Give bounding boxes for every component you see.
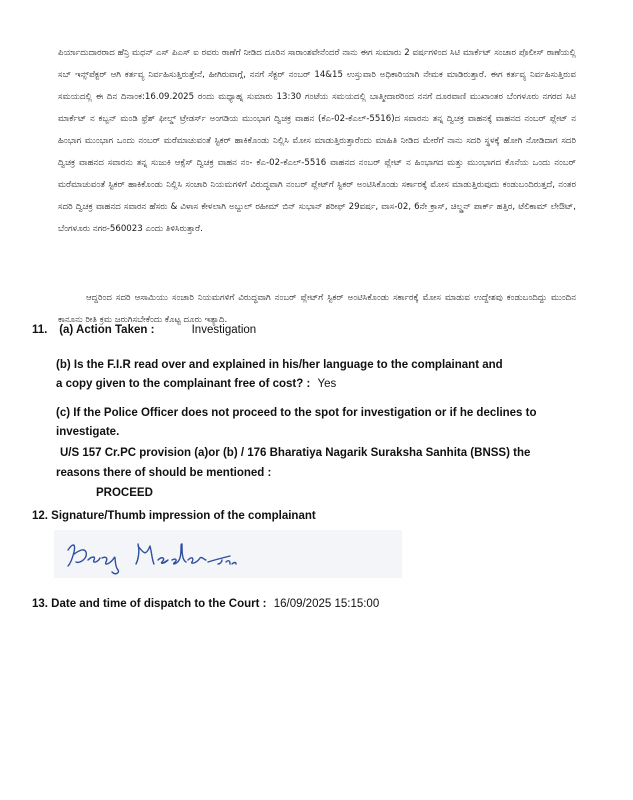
signature-image — [54, 530, 402, 578]
dispatch-label: 13. Date and time of dispatch to the Court : — [32, 598, 267, 610]
police-officer-line-2: investigate. — [56, 426, 120, 438]
proceed-value: PROCEED — [96, 487, 153, 499]
action-taken-value: Investigation — [191, 324, 257, 336]
dispatch-value: 16/09/2025 15:15:00 — [273, 598, 380, 610]
complaint-paragraph-1: ಪಿರ್ಯಾದುದಾರರಾದ ಹೆನ್ರಿ ಮಧನ್ ಎಸ್ ಪಿಎಸ್ ಐ ರವರು ಠಾಣೆಗೆ ನೀಡಿದ ದೂರಿನ ಸಾರಾಂಶವೇನೆಂದರೆ ನಾನು ಈಗ ಸುಮಾರು 2 ವರ್ಷಗಳಿಂದ ಸಿಟಿ ಮಾರ್ಕೆಟ್ ಸಂಚಾರ ಪೊಲೀಸ್ ಠಾಣೆಯಲ್ಲಿ ಸಬ್ ಇನ್ಸ್‌ಪೆಕ್ಟರ್ ಆಗಿ ಕರ್ತವ್ಯ ನಿರ್ವಹಿಸುತ್ತಿರುತ್ತೇನೆ, ಹೀಗಿರುವಾಗ್ಗೆ, ನನಗೆ ಸೆಕ್ಟರ್ ನಂಬರ್ 14&15 ಉಸ್ತುವಾರಿ ಅಧಿಕಾರಿಯಾಗಿ ನೇಮಕ ಮಾಡಿರುತ್ತಾರೆ. ಈಗ ಕರ್ತವ್ಯ ನಿರ್ವಹಿಸುತ್ತಿರುವ ಸಮಯದಲ್ಲಿ ಈ ದಿನ ದಿನಾಂಕ:16.09.2025 ರಂದು ಮಧ್ಯಾಹ್ನ ಸುಮಾರು 13:30 ಗಂಟೆಯ ಸಮಯದಲ್ಲಿ ಬಾತ್ಮೀದಾರರಿಂದ ನನಗೆ ದೂರವಾಣಿ ಮುಖಾಂತರ ಬೆಂಗಳೂರು ನಗರದ ಸಿಟಿ ಮಾರ್ಕೆಟ್ ನ ಕಬ್ಬನ್ ಮಂಡಿ ಫ್ರೆಶ್ ಫೀಲ್ಡ್ ಟ್ರೇಡರ್ಸ್ ಅಂಗಡಿಯ ಮುಂಭಾಗ ದ್ವಿಚಕ್ರ ವಾಹನ (ಕೆಎ-02-ಕೆಎಲ್-5516)ದ ಸವಾರನು ತನ್ನ ದ್ವಿಚಕ್ರ ವಾಹನಕ್ಕೆ ವಾಹನದ ನಂಬರ್ ಪ್ಲೇಟ್ ನ ಹಿಂಭಾಗ ಮುಂಭಾಗ ಒಂದು ನಂಬರ್ ಮರೆಮಾಚುವಂತೆ ಸ್ಟಿಕರ್ ಹಾಕಿಕೊಂಡು ನಿಲ್ಲಿಸಿ ಮೋಸ ಮಾಡುತ್ತಿರುತ್ತಾರೆಂದು ಮಾಹಿತಿ ನೀಡಿದ ಮೇರೆಗೆ ನಾನು ಸದರಿ ಸ್ಥಳಕ್ಕೆ ಹೋಗಿ ನೋಡಿದಾಗ ಸದರಿ ದ್ವಿಚಕ್ರ ವಾಹನದ ಸವಾರನು ತನ್ನ ಸುಜುಕಿ ಆಕ್ಸೆಸ್ ದ್ವಿಚಕ್ರ ವಾಹನ ನಂ- ಕೆಎ-02-ಕೆಎಲ್-5516 ವಾಹನದ ನಂಬರ್ ಪ್ಲೇಟ್ ನ ಹಿಂಭಾಗದ ಮತ್ತು ಮುಂಭಾಗದ ಕೊನೆಯ ಒಂದು ನಂಬರ್ ಮರೆಮಾಚುವಂತೆ ಸ್ಟಿಕರ್ ಹಾಕಿಕೊಂಡು ನಿಲ್ಲಿಸಿ ಸಂಚಾರಿ ನಿಯಮಗಳಿಗೆ ವಿರುದ್ಧವಾಗಿ ನಂಬರ್ ಪ್ಲೇಟ್‌ಗೆ ಸ್ಟಿಕರ್ ಅಂಟಿಸಿಕೊಂಡು ಸರ್ಕಾರಕ್ಕೆ ಮೋಸ ಮಾಡುತ್ತಿರುವುದು ಕಂಡುಬಂದಿರುತ್ತದೆ, ನಂತರ ಸದರಿ ದ್ವಿಚಕ್ರ ವಾಹನದ ಸವಾರನ ಹೆಸರು & ವಿಳಾಸ ಕೇಳಲಾಗಿ ಅಬ್ದುಲ್ ರಹೀಮ್ ಬಿನ್ ಸುಭಾನ್ ಶರೀಫ್ 29ವರ್ಷ, ವಾಸ-02, 6ನೇ ಕ್ರಾಸ್, ಚಿಲ್ಡ್ರನ್ ಪಾರ್ಕ್ ಹತ್ತಿರ, ಟೆಲಿಕಾಮ್ ಲೇಔಟ್, ಬೆಂಗಳೂರು ನಗರ-560023 ಎಂದು ತಿಳಿಸಿರುತ್ತಾರೆ. — [58, 48, 576, 234]
police-officer-line-3: U/S 157 Cr.PC provision (a)or (b) / 176 Bharatiya Nagarik Suraksha Sanhita (BNSS) the — [60, 447, 531, 459]
dispatch-row — [32, 598, 379, 610]
action-taken-label: (a) Action Taken : — [59, 324, 155, 336]
fir-question-line-1: (b) Is the F.I.R read over and explained in his/her language to the complainant and — [56, 359, 503, 371]
fir-question-line-2 — [56, 378, 336, 390]
fir-answer: Yes — [317, 378, 337, 390]
police-officer-line-4: reasons there of should be mentioned : — [56, 467, 272, 479]
fir-question-line-2-text: a copy given to the complainant free of cost? : — [56, 378, 311, 390]
signature-label: 12. Signature/Thumb impression of the complainant — [32, 510, 316, 522]
police-officer-line-1: (c) If the Police Officer does not proceed to the spot for investigation or if he declines to — [56, 407, 537, 419]
section-11-number: 11. — [32, 324, 48, 336]
complaint-paragraph-2: ಆದ್ದರಿಂದ ಸದರಿ ಆಸಾಮಿಯು ಸಂಚಾರಿ ನಿಯಮಗಳಿಗೆ ವಿರುದ್ಧವಾಗಿ ನಂಬರ್ ಪ್ಲೇಟ್‌ಗೆ ಸ್ಟಿಕರ್ ಅಂಟಿಸಿಕೊಂಡು ಸರ್ಕಾರಕ್ಕೆ ಮೋಸ ಮಾಡುವ ಉದ್ದೇಶವು ಕಂಡುಬಂದಿದ್ದು ಮುಂದಿನ ಕಾನೂನು ರೀತಿ ಕ್ರಮ ಜರುಗಿಸಬೇಕೆಂದು ಕೊಟ್ಟ ದೂರು ಇತ್ಯಾದಿ. — [58, 293, 576, 325]
action-taken-row — [32, 324, 256, 336]
signature-icon — [54, 530, 402, 578]
